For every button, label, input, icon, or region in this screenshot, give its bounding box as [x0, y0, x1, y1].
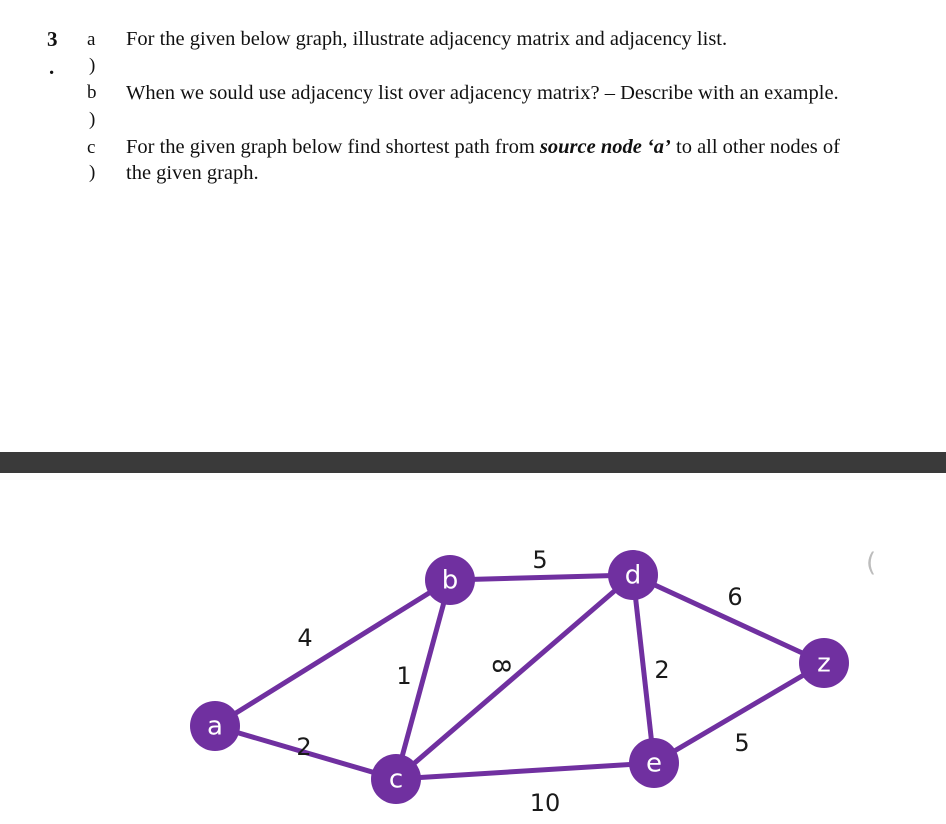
part-c-text-line2: the given graph.	[126, 162, 259, 184]
weighted-graph	[0, 473, 946, 824]
graph-edge-weights	[296, 546, 749, 817]
node-label-c: c	[388, 764, 404, 795]
edge-weight-e-z: 5	[734, 729, 750, 757]
part-b-text: When we sould use adjacency list over adjacency matrix? – Describe with an example.	[126, 82, 839, 104]
question-number-dot: .	[49, 55, 55, 79]
stray-parenthesis-mark: (	[866, 548, 877, 578]
part-a-paren: )	[89, 55, 96, 76]
part-c-paren: )	[89, 162, 96, 183]
part-c-text-start: For the given graph below find shortest path from	[126, 136, 540, 158]
question-number: 3	[47, 27, 58, 51]
node-label-d: d	[624, 560, 642, 591]
part-a-letter: a	[87, 29, 96, 50]
edge-weight-b-d: 5	[532, 546, 548, 574]
edge-weight-d-z: 6	[727, 583, 743, 611]
part-c-text	[126, 134, 926, 186]
node-label-e: e	[646, 748, 662, 779]
divider-bar	[0, 452, 946, 473]
edge-c-e	[396, 763, 654, 779]
edge-weight-d-e: 2	[654, 656, 670, 684]
graph-nodes	[190, 550, 849, 804]
part-c-text-end: to all other nodes of	[670, 136, 840, 158]
part-c-source-node-emphasis: source node ‘a’	[539, 136, 671, 158]
part-c-letter: c	[87, 137, 96, 158]
part-a-text: For the given below graph, illustrate adjacency matrix and adjacency list.	[126, 28, 728, 50]
node-label-z: z	[817, 648, 831, 679]
edge-weight-b-c: 1	[396, 662, 412, 690]
edge-weight-a-b: 4	[297, 624, 313, 652]
edge-weight-c-e: 10	[529, 789, 561, 817]
edge-weight-a-c: 2	[296, 733, 312, 761]
edge-weight-c-d: 8	[487, 658, 515, 674]
edge-b-d	[450, 575, 633, 580]
edge-c-d	[396, 575, 633, 779]
node-label-a: a	[207, 711, 223, 742]
node-label-b: b	[441, 565, 459, 596]
edge-d-e	[633, 575, 654, 763]
part-b-paren: )	[89, 109, 96, 130]
part-b-letter: b	[87, 82, 97, 103]
